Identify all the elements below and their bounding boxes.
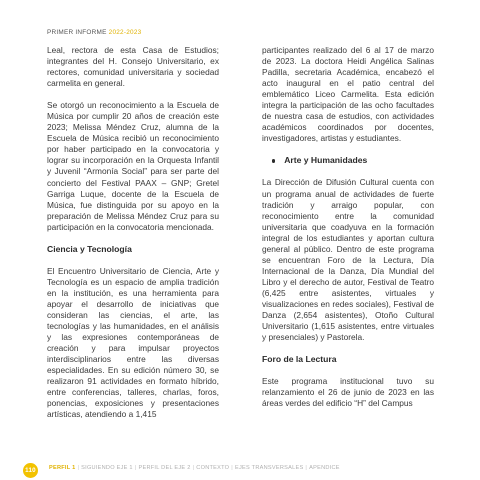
paragraph: Leal, rectora de esta Casa de Estudios; integrantes del H. Consejo Universitario, ex rectores, comunidad universitaria y sociedad carmelita en general. (47, 45, 219, 89)
footer-nav-separator: | (77, 465, 80, 471)
footer-nav-separator: | (305, 465, 308, 471)
footer-section-nav (47, 465, 342, 471)
footer-nav-item[interactable]: CONTEXTO (196, 465, 230, 471)
footer-nav-item[interactable]: PERFIL DEL EJE 2 (138, 465, 191, 471)
left-text-column (47, 45, 219, 431)
footer-nav-item[interactable]: APENDICE (309, 465, 340, 471)
paragraph: Este programa institucional tuvo su relanzamiento el 26 de junio de 2023 en las áreas verdes del edificio “H” del Campus (262, 376, 434, 409)
bullet-dot-icon (272, 159, 275, 162)
right-text-column (262, 45, 434, 420)
paragraph: La Dirección de Difusión Cultural cuenta con un programa anual de actividades de fuerte tradición y arraigo popular, con reconocimiento entre la comunidad universitaria que coadyuva en la formación integral de los estudiantes y aportan cultura general al público. Dentro de este programa se encuentran Foro de la Lectura, Día Internacional de la Danza, Día Mundial del Libro y el derecho de autor, Festival de Teatro (6,425 entre asistentes, virtuales y visualizaciones en redes sociales), Festival de Danza (2,654 asistentes), Otoño Cultural Universitario (1,615 asistentes, entre virtuales y presenciales) y Pastorela. (262, 177, 434, 343)
page-footer (0, 463, 480, 477)
header-report-years: 2022-2023 (108, 29, 142, 36)
paragraph: El Encuentro Universitario de Ciencia, Arte y Tecnología es un espacio de amplia tradición en la institución, es una herramienta para apoyar el desarrollo de iniciativas que consideran las ciencias, el arte, las tecnologías y las humanidades, en el análisis y las expresiones contemporáneas de creación y para impulsar proyectos interdisciplinarios entre las diversas especialidades. En su edición número 30, se realizaron 91 actividades en formato híbrido, entre conferencias, talleres, charlas, foros, ponencias, exposiciones y presentaciones artísticas, atendiendo a 1,415 (47, 265, 219, 420)
footer-nav-item[interactable]: EJES TRANSVERSALES (234, 465, 304, 471)
footer-nav-item[interactable]: SIGUIENDO EJE 1 (81, 465, 133, 471)
footer-nav-separator: | (192, 465, 195, 471)
section-heading: Ciencia y Tecnología (47, 243, 132, 254)
header-report-title: PRIMER INFORME (47, 29, 107, 36)
page-number-badge: 110 (23, 463, 38, 478)
running-header (47, 29, 141, 36)
footer-nav-separator: | (231, 465, 233, 471)
bullet-heading-label: Arte y Humanidades (284, 155, 368, 166)
section-heading: Foro de la Lectura (262, 354, 337, 365)
paragraph: Se otorgó un reconocimiento a la Escuela de Música por cumplir 20 años de creación este 2023; Melissa Méndez Cruz, alumna de la Escuela de Música recibió un reconocimiento por haber participado en la convocatoria y lograr su incorporación en la Orquesta Infantil y Juvenil “Armonía Social” para ser parte del concierto del Festival PAAX – GNP; Gretel Garriga Luque, docente de la Escuela de Música, fue distinguida por su apoyo en la preparación de Melissa Méndez Cruz para su participación en la convocatoria mencionada. (47, 100, 219, 232)
footer-nav-item[interactable]: PERFIL 1 (49, 465, 76, 471)
paragraph: participantes realizado del 6 al 17 de marzo de 2023. La doctora Heidi Angélica Salinas Padilla, secretaria Académica, encabezó el acto inaugural en el patio central del emblemático Liceo Carmelita. Esta edición integra la participación de las ocho facultades de nuestra casa de estudios, con actividades académicos coordinados por docentes, investigadores, artistas y estudiantes. (262, 45, 434, 144)
bullet-heading (272, 155, 434, 166)
footer-nav-separator: | (134, 465, 137, 471)
